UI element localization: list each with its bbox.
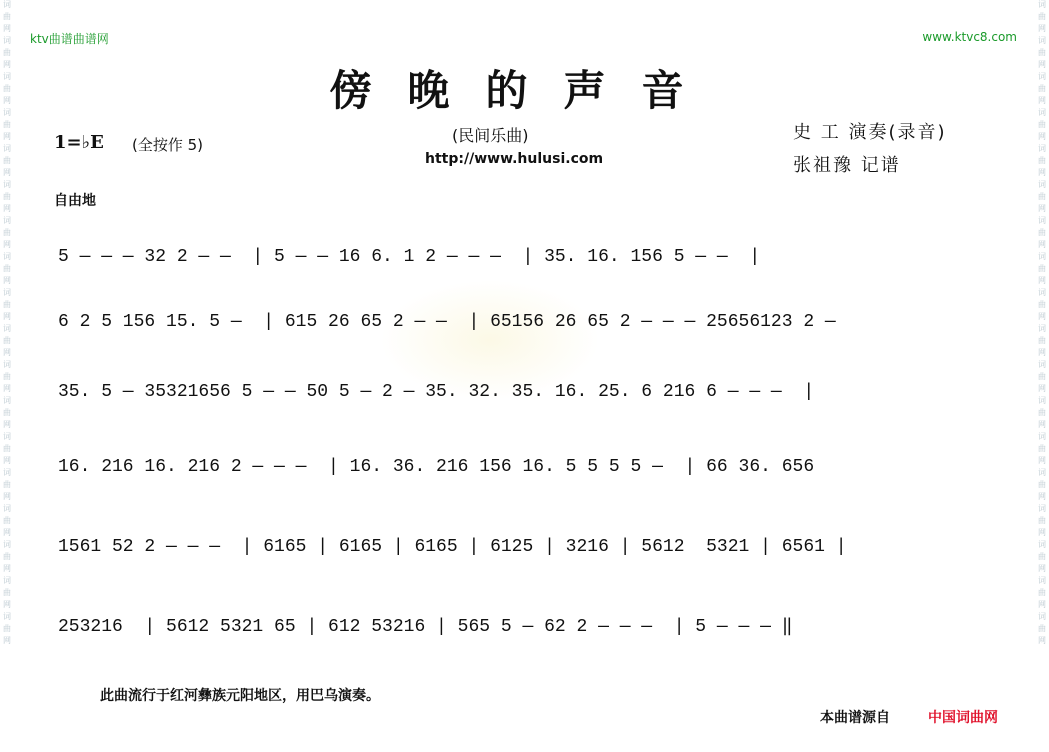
side-watermark-char: 曲 bbox=[1038, 624, 1046, 633]
side-watermark-char: 词 bbox=[1038, 180, 1046, 189]
side-watermark-char: 曲 bbox=[1038, 120, 1046, 129]
side-watermark-char: 网 bbox=[1038, 276, 1046, 285]
side-watermark-char: 词 bbox=[3, 216, 11, 225]
side-watermark-char: 曲 bbox=[3, 588, 11, 597]
side-watermark-char: 网 bbox=[1038, 168, 1046, 177]
side-watermark-char: 网 bbox=[1038, 384, 1046, 393]
side-watermark-char: 词 bbox=[1038, 396, 1046, 405]
source-name[interactable]: 中国词曲网 bbox=[928, 710, 998, 726]
side-watermark-char: 词 bbox=[1038, 612, 1046, 621]
tempo-marking: 自由地 bbox=[54, 193, 96, 209]
side-watermark-char: 网 bbox=[3, 276, 11, 285]
side-watermark-char: 网 bbox=[3, 456, 11, 465]
side-watermark-char: 网 bbox=[3, 384, 11, 393]
side-watermark-char: 网 bbox=[1038, 348, 1046, 357]
score-line-4: 16. 216 16. 216 2 — — — | 16. 36. 216 156 16. 5 5 5 5 — | 66 36. 656 bbox=[58, 457, 815, 477]
side-watermark-char: 词 bbox=[1038, 36, 1046, 45]
side-watermark-char: 词 bbox=[1038, 324, 1046, 333]
side-watermark-char: 网 bbox=[1038, 240, 1046, 249]
score-line-6: 253216 | 5612 5321 65 | 612 53216 | 565 5 — 62 2 — — — | 5 — — — ‖ bbox=[58, 617, 793, 637]
side-watermark-char: 词 bbox=[3, 468, 11, 477]
side-watermark-char: 曲 bbox=[3, 84, 11, 93]
side-watermark-char: 曲 bbox=[1038, 588, 1046, 597]
side-watermark-char: 词 bbox=[3, 288, 11, 297]
score-line-1: 5 — — — 32 2 — — | 5 — — 16 6. 1 2 — — — | 35. 16. 156 5 — — | bbox=[58, 247, 761, 267]
side-watermark-char: 曲 bbox=[3, 480, 11, 489]
side-watermark-char: 网 bbox=[3, 96, 11, 105]
side-watermark-char: 网 bbox=[1038, 600, 1046, 609]
side-watermark-char: 词 bbox=[3, 72, 11, 81]
side-watermark-char: 词 bbox=[1038, 72, 1046, 81]
side-watermark-char: 曲 bbox=[3, 156, 11, 165]
side-watermark-char: 曲 bbox=[3, 120, 11, 129]
side-watermark-char: 词 bbox=[1038, 432, 1046, 441]
side-watermark-char: 网 bbox=[3, 168, 11, 177]
side-watermark-char: 网 bbox=[1038, 132, 1046, 141]
side-watermark-char: 曲 bbox=[3, 300, 11, 309]
side-watermark-char: 词 bbox=[1038, 576, 1046, 585]
side-watermark-char: 曲 bbox=[1038, 336, 1046, 345]
side-watermark-char: 词 bbox=[1038, 252, 1046, 261]
score-line-5: 1561 52 2 — — — | 6165 | 6165 | 6165 | 6125 | 3216 | 5612 5321 | 6561 | bbox=[58, 537, 847, 557]
side-watermark-char: 网 bbox=[3, 528, 11, 537]
side-watermark-char: 词 bbox=[3, 396, 11, 405]
side-watermark-char: 曲 bbox=[1038, 516, 1046, 525]
side-watermark-char: 词 bbox=[3, 0, 11, 9]
transcriber: 张祖豫 记谱 bbox=[793, 155, 901, 176]
side-watermark-char: 词 bbox=[3, 144, 11, 153]
side-watermark-char: 网 bbox=[3, 60, 11, 69]
side-watermark-char: 曲 bbox=[3, 372, 11, 381]
subtitle: (民间乐曲) bbox=[452, 126, 529, 145]
side-watermark-char: 词 bbox=[1038, 504, 1046, 513]
side-watermark-char: 曲 bbox=[1038, 84, 1046, 93]
source-label: 本曲谱源自 bbox=[820, 710, 890, 726]
side-watermark-char: 词 bbox=[1038, 468, 1046, 477]
side-watermark-char: 网 bbox=[1038, 564, 1046, 573]
side-watermark-char: 词 bbox=[1038, 108, 1046, 117]
side-watermark-char: 曲 bbox=[3, 192, 11, 201]
side-watermark-char: 曲 bbox=[3, 516, 11, 525]
side-watermark-char: 曲 bbox=[3, 48, 11, 57]
side-watermark-char: 网 bbox=[1038, 60, 1046, 69]
side-watermark-char: 曲 bbox=[1038, 444, 1046, 453]
side-watermark-char: 词 bbox=[1038, 360, 1046, 369]
side-watermark-char: 曲 bbox=[3, 552, 11, 561]
side-watermark-char: 曲 bbox=[1038, 264, 1046, 273]
brand-left[interactable]: ktv曲谱曲谱网 bbox=[30, 32, 109, 46]
side-watermark-char: 网 bbox=[3, 492, 11, 501]
side-watermark-char: 网 bbox=[3, 564, 11, 573]
side-watermark-char: 词 bbox=[3, 540, 11, 549]
side-watermark-char: 网 bbox=[1038, 492, 1046, 501]
side-watermark-char: 词 bbox=[1038, 144, 1046, 153]
page-title: 傍晚的声音 bbox=[329, 66, 720, 115]
side-watermark-char: 词 bbox=[3, 36, 11, 45]
side-watermark-char: 曲 bbox=[1038, 12, 1046, 21]
side-watermark-char: 网 bbox=[3, 312, 11, 321]
side-watermark-char: 网 bbox=[3, 348, 11, 357]
side-watermark-char: 曲 bbox=[1038, 552, 1046, 561]
side-watermark-char: 曲 bbox=[3, 228, 11, 237]
side-watermark-char: 网 bbox=[1038, 636, 1046, 645]
side-watermark-char: 词 bbox=[3, 324, 11, 333]
score-line-3: 35. 5 — 35321656 5 — — 50 5 — 2 — 35. 32. 35. 16. 25. 6 216 6 — — — | bbox=[58, 382, 815, 402]
footer-note: 此曲流行于红河彝族元阳地区，用巴乌演奏。 bbox=[100, 688, 380, 704]
side-watermark-char: 词 bbox=[3, 504, 11, 513]
side-watermark-char: 网 bbox=[1038, 312, 1046, 321]
side-watermark-char: 网 bbox=[3, 636, 11, 645]
side-watermark-char: 词 bbox=[3, 180, 11, 189]
side-watermark-char: 词 bbox=[3, 108, 11, 117]
side-watermark-char: 曲 bbox=[1038, 156, 1046, 165]
side-watermark-char: 网 bbox=[1038, 96, 1046, 105]
score-line-2: 6 2 5 156 15. 5 — | 615 26 65 2 — — | 65156 26 65 2 — — — 25656123 2 — bbox=[58, 312, 836, 332]
side-watermark-char: 词 bbox=[1038, 540, 1046, 549]
side-watermark-char: 词 bbox=[3, 576, 11, 585]
side-watermark-char: 网 bbox=[1038, 528, 1046, 537]
side-watermark-char: 曲 bbox=[3, 336, 11, 345]
side-watermark-char: 词 bbox=[1038, 288, 1046, 297]
side-watermark-char: 网 bbox=[1038, 24, 1046, 33]
side-watermark-char: 曲 bbox=[1038, 300, 1046, 309]
side-watermark-char: 词 bbox=[3, 612, 11, 621]
source-url[interactable]: http://www.hulusi.com bbox=[425, 151, 604, 167]
side-watermark-char: 曲 bbox=[1038, 480, 1046, 489]
side-watermark-char: 曲 bbox=[3, 624, 11, 633]
side-watermark-char: 词 bbox=[3, 252, 11, 261]
side-watermark-char: 网 bbox=[3, 420, 11, 429]
side-watermark-char: 曲 bbox=[3, 12, 11, 21]
side-watermark-char: 曲 bbox=[1038, 228, 1046, 237]
side-watermark-char: 词 bbox=[1038, 0, 1046, 9]
side-watermark-char: 曲 bbox=[1038, 48, 1046, 57]
side-watermark-char: 曲 bbox=[3, 444, 11, 453]
key-signature: 1=♭E bbox=[54, 132, 104, 153]
side-watermark-char: 曲 bbox=[3, 264, 11, 273]
performer: 史 工 演奏(录音) bbox=[793, 122, 947, 143]
side-watermark-char: 网 bbox=[3, 600, 11, 609]
side-watermark-char: 网 bbox=[3, 132, 11, 141]
side-watermark-char: 网 bbox=[1038, 204, 1046, 213]
side-watermark-char: 网 bbox=[3, 24, 11, 33]
side-watermark-char: 词 bbox=[3, 360, 11, 369]
side-watermark-char: 词 bbox=[1038, 216, 1046, 225]
side-watermark-char: 网 bbox=[1038, 420, 1046, 429]
side-watermark-char: 词 bbox=[3, 432, 11, 441]
side-watermark-char: 网 bbox=[3, 204, 11, 213]
side-watermark-char: 网 bbox=[1038, 456, 1046, 465]
side-watermark-char: 曲 bbox=[1038, 372, 1046, 381]
brand-right[interactable]: www.ktvc8.com bbox=[922, 30, 1017, 44]
side-watermark-char: 曲 bbox=[3, 408, 11, 417]
side-watermark-char: 网 bbox=[3, 240, 11, 249]
side-watermark-char: 曲 bbox=[1038, 408, 1046, 417]
side-watermark-char: 曲 bbox=[1038, 192, 1046, 201]
key-note: (全按作 5) bbox=[132, 136, 204, 154]
